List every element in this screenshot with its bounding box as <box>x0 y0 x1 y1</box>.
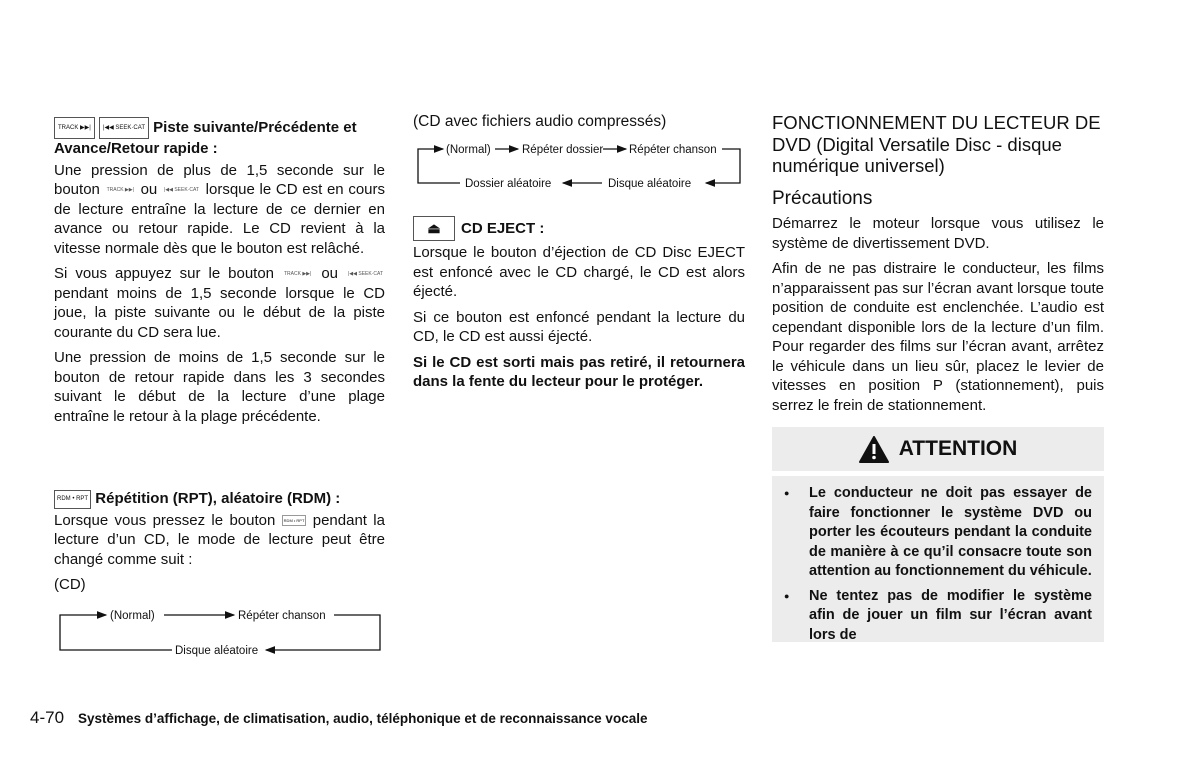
warning-icon <box>859 436 889 463</box>
diagram-caption: (CD avec fichiers audio compressés) <box>413 113 667 130</box>
middle-eject <box>413 216 745 398</box>
paragraph: Si le CD est sorti mais pas retiré, il retournera dans la fente du lecteur pour le protéger. <box>413 353 745 390</box>
diagram-label: Répéter dossier <box>522 144 604 156</box>
paragraph: (CD) <box>54 576 86 594</box>
diagram-label: Dossier aléatoire <box>465 178 552 190</box>
paragraph: Lorsque vous pressez le bouton RDM • RPT pendant la lecture d’un CD, le mode de lecture peut être changé comme suit : <box>54 511 385 568</box>
eject-icon: ⏏ <box>413 216 455 241</box>
track-button-icon: TRACK ▶▶| <box>54 117 95 139</box>
seek-icon: |◀◀ SEEK·CAT <box>163 186 199 193</box>
attention-item: ● Le conducteur ne doit pas essayer de faire fonctionner le système DVD ou porter les écouteurs pendant la conduite de manière à ce qu’il consacre toute son attention au fonctionnement du véhicule. <box>784 484 1092 582</box>
track-icon: TRACK ▶▶| <box>106 186 134 193</box>
section-heading-rpt: RDM • RPT Répétition (RPT), aléatoire (RDM) : <box>54 489 385 509</box>
rdm-rpt-button-icon: RDM • RPT <box>54 490 91 509</box>
section-title: Piste suivante/Précédente et Avance/Retour rapide : <box>54 118 357 157</box>
paragraph: Lorsque le bouton d’éjection de CD Disc EJECT est enfoncé avec le CD chargé, le CD est alors éjecté. <box>413 244 745 300</box>
page-footer <box>30 708 647 728</box>
right-column <box>772 112 1104 642</box>
diagram-label: (Normal) <box>110 610 155 622</box>
diagram-label: (Normal) <box>446 144 491 156</box>
paragraph: Si ce bouton est enfoncé pendant la lecture du CD, le CD est aussi éjecté. <box>413 308 745 345</box>
diagram-label: Répéter chanson <box>238 610 326 622</box>
diagram-label: Répéter chanson <box>629 144 717 156</box>
attention-title: ATTENTION <box>898 437 1018 461</box>
diagram-label: Disque aléatoire <box>608 178 692 190</box>
track-icon: TRACK ▶▶| <box>284 270 312 277</box>
attention-header <box>772 427 1104 471</box>
paragraph: Une pression de moins de 1,5 seconde sur le bouton de retour rapide dans les 3 secondes suivant le début de la lecture d’une plage entraîne le retour à la plage précédente. <box>54 349 385 425</box>
paragraph: Une pression de plus de 1,5 seconde sur le bouton TRACK ▶▶| ou |◀◀ SEEK·CAT lorsque le CD est en cours de lecture entraîne la lecture de ce dernier en avance ou retour rapide. Le CD revient à la vitesse normale dès que le bouton est relâché. <box>54 161 385 257</box>
subheading-precautions: Précautions <box>772 187 873 209</box>
paragraph: Si vous appuyez sur le bouton TRACK ▶▶| ou |◀◀ SEEK·CAT pendant moins de 1,5 seconde lorsque le CD joue, la piste suivante ou le début de la piste courante du CD sera lue. <box>54 265 385 341</box>
paragraph: Afin de ne pas distraire le conducteur, les films n’apparaissent pas sur l’écran avant lorsque toute position de conduite est enclenchée. L’audio est cependant disponible lors de la lecture d’un film. Pour regarder des films sur l’écran avant, arrêtez le véhicule dans un lieu sûr, placez le levier de vitesses en position P (stationnement), puis serrez le frein de stationnement. <box>772 260 1104 414</box>
attention-list <box>772 476 1104 642</box>
rdm-rpt-icon: RDM • RPT <box>282 515 307 526</box>
paragraph: Démarrez le moteur lorsque vous utilisez le système de divertissement DVD. <box>772 215 1104 252</box>
seek-button-icon: |◀◀ SEEK·CAT <box>99 117 149 139</box>
middle-column <box>413 112 745 138</box>
attention-item: ● Ne tentez pas de modifier le système afin de jouer un film sur l’écran avant lors de <box>784 587 1092 643</box>
section-heading-dvd: FONCTIONNEMENT DU LECTEUR DE DVD (Digital Versatile Disc - disque numérique universel) <box>772 112 1101 176</box>
eject-heading: ⏏ CD EJECT : <box>413 216 745 241</box>
diagram-label: Disque aléatoire <box>175 645 259 657</box>
chapter-title: Systèmes d’affichage, de climatisation, audio, téléphonique et de reconnaissance vocale <box>78 711 648 726</box>
page-number: 4-70 <box>30 708 65 727</box>
seek-icon: |◀◀ SEEK·CAT <box>347 270 383 277</box>
